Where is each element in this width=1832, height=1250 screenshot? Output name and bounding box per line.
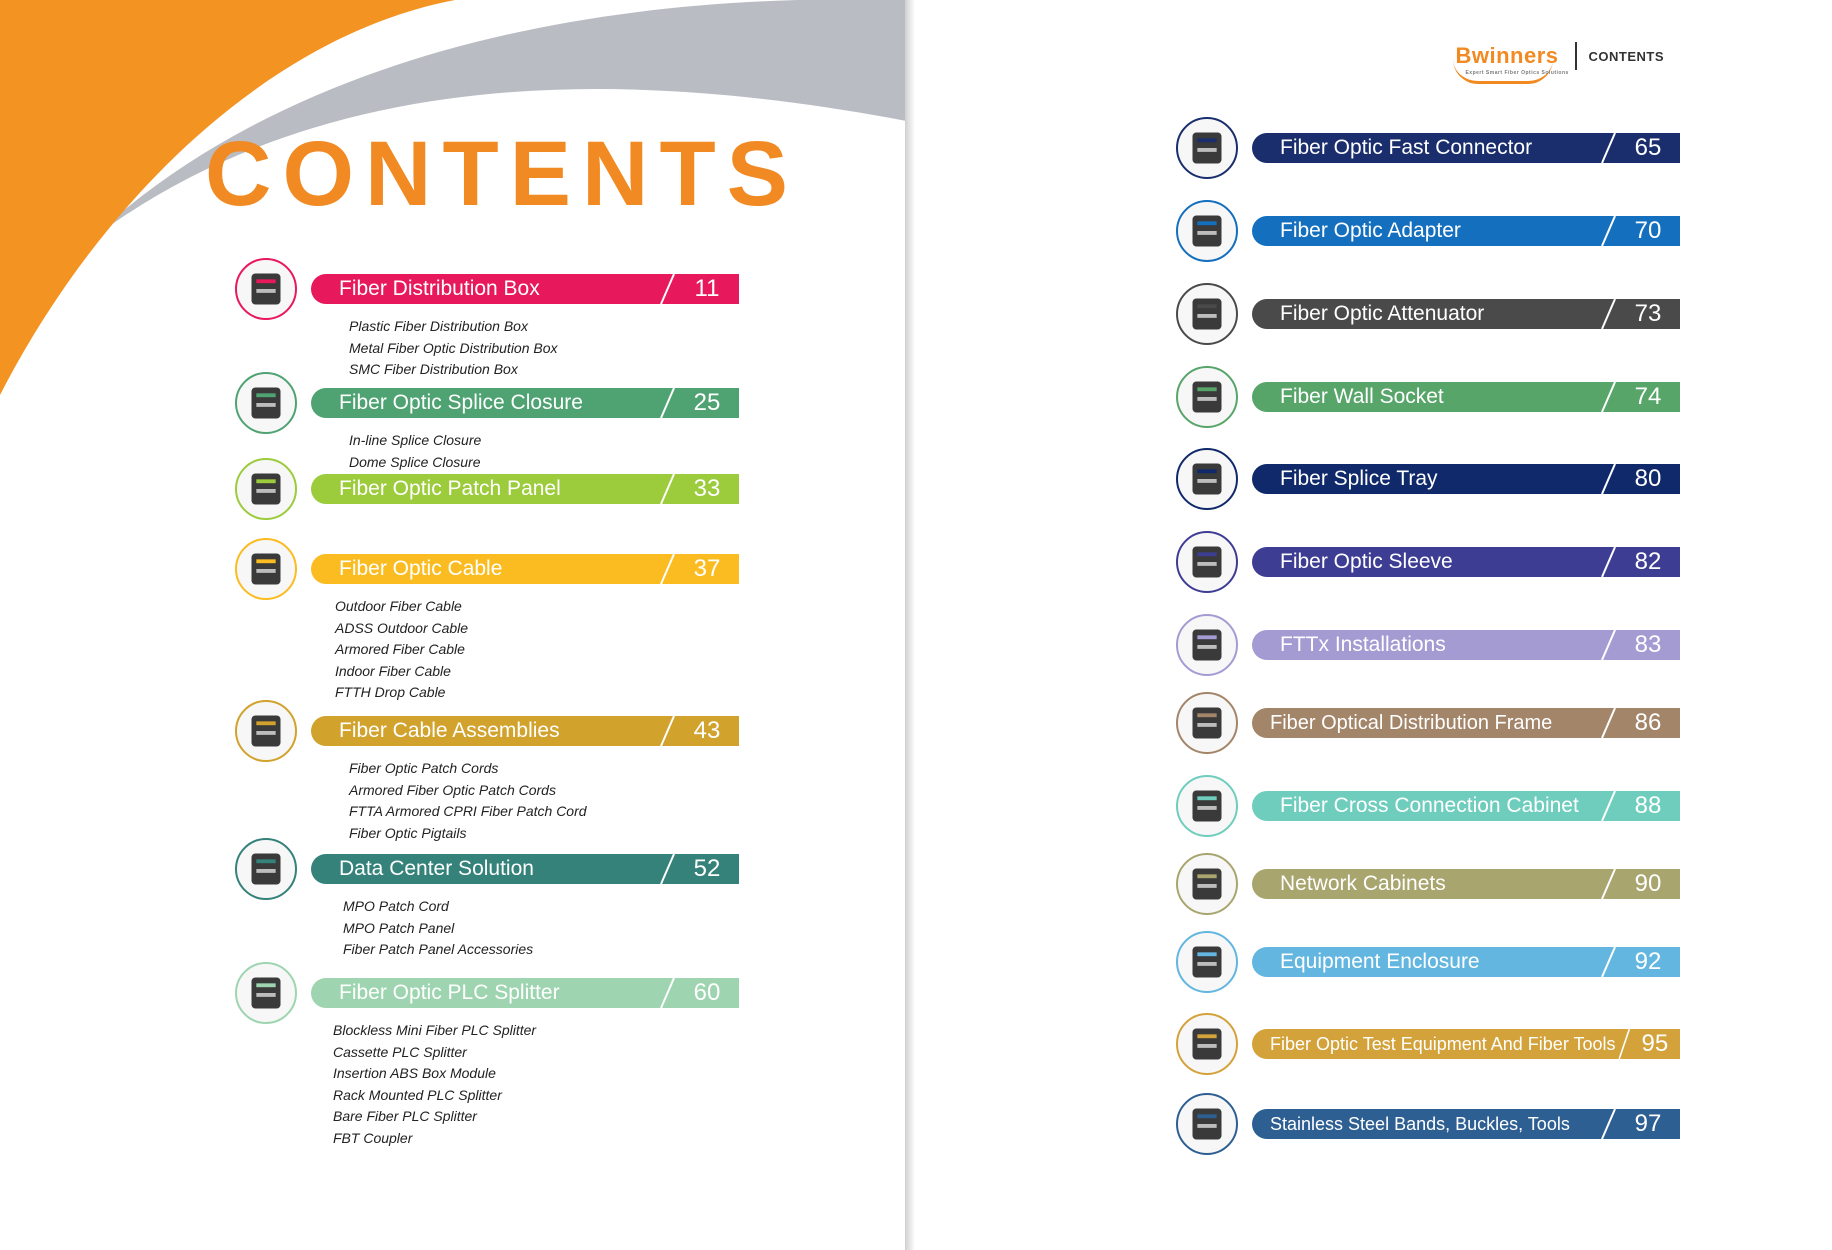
subsection-item[interactable]: Indoor Fiber Cable	[335, 662, 451, 679]
section-title: Fiber Optic Cable	[339, 557, 503, 580]
section-title-band	[311, 554, 657, 584]
section-title-band	[1252, 547, 1598, 577]
subsection-list	[335, 596, 468, 704]
section-bar[interactable]	[1252, 791, 1680, 821]
section-bar[interactable]	[1252, 216, 1680, 246]
section-title-band	[311, 474, 657, 504]
slash-divider	[657, 854, 675, 884]
logo-tagline: Expert Smart Fiber Optics Solutions	[1465, 70, 1569, 76]
subsection-item[interactable]: Plastic Fiber Distribution Box	[349, 318, 528, 334]
section-title: FTTx Installations	[1280, 633, 1446, 656]
section-title-band	[1252, 133, 1598, 163]
subsection-item[interactable]: Armored Fiber Cable	[335, 641, 465, 657]
page-header	[1455, 42, 1664, 76]
fast-connector-icon	[1176, 117, 1238, 179]
slash-divider	[1598, 133, 1616, 163]
section-title: Stainless Steel Bands, Buckles, Tools	[1270, 1113, 1570, 1134]
section-title-band	[1252, 708, 1598, 738]
section-bar[interactable]	[1252, 1109, 1680, 1139]
header-section-label: CONTENTS	[1588, 48, 1664, 64]
section-bar[interactable]	[1252, 869, 1680, 899]
bwinners-logo	[1455, 43, 1569, 76]
fttx-hardware-icon	[1176, 614, 1238, 676]
attenuator-icon	[1176, 283, 1238, 345]
section-bar[interactable]	[311, 854, 739, 884]
section-title: Fiber Optic Patch Panel	[339, 477, 561, 500]
page-title: CONTENTS	[205, 123, 799, 225]
section-bar[interactable]	[1252, 133, 1680, 163]
page-number: 33	[675, 474, 739, 504]
section-title: Fiber Optic Sleeve	[1280, 550, 1453, 573]
section-title: Fiber Optic PLC Splitter	[339, 981, 560, 1004]
subsection-item[interactable]: Rack Mounted PLC Splitter	[333, 1086, 502, 1103]
adapter-icon	[1176, 200, 1238, 262]
section-bar[interactable]	[1252, 1029, 1680, 1059]
distribution-box-icon	[235, 258, 297, 320]
subsection-item[interactable]: SMC Fiber Distribution Box	[349, 361, 518, 377]
page-number: 65	[1616, 133, 1680, 163]
page-number: 80	[1616, 464, 1680, 494]
section-bar[interactable]	[1252, 947, 1680, 977]
page-number: 88	[1616, 791, 1680, 821]
slash-divider	[1598, 791, 1616, 821]
section-title-band	[1252, 464, 1598, 494]
slash-divider	[1598, 708, 1616, 738]
subsection-item[interactable]: FTTH Drop Cable	[335, 684, 446, 700]
section-title: Fiber Optic Fast Connector	[1280, 136, 1533, 159]
subsection-item[interactable]: Insertion ABS Box Module	[333, 1065, 496, 1081]
subsection-item[interactable]: FBT Coupler	[333, 1129, 413, 1146]
page-number: 74	[1616, 382, 1680, 412]
section-title: Data Center Solution	[339, 857, 534, 880]
subsection-item[interactable]: Metal Fiber Optic Distribution Box	[349, 339, 558, 356]
slash-divider	[1598, 630, 1616, 660]
section-title: Fiber Wall Socket	[1280, 385, 1444, 408]
subsection-list	[349, 430, 481, 473]
subsection-list	[349, 758, 587, 844]
subsection-list	[333, 1020, 536, 1149]
section-title: Fiber Distribution Box	[339, 277, 540, 300]
fiber-cable-icon	[235, 538, 297, 600]
wall-socket-icon	[1176, 366, 1238, 428]
page-number: 73	[1616, 299, 1680, 329]
toolkit-icon	[1176, 1013, 1238, 1075]
page-number: 70	[1616, 216, 1680, 246]
slash-divider	[1598, 869, 1616, 899]
section-bar[interactable]	[1252, 464, 1680, 494]
page-number: 37	[675, 554, 739, 584]
splice-tray-icon	[1176, 448, 1238, 510]
sleeve-icon	[1176, 531, 1238, 593]
subsection-item[interactable]: ADSS Outdoor Cable	[335, 619, 469, 636]
subsection-item[interactable]: Dome Splice Closure	[349, 453, 481, 470]
slash-divider	[1598, 299, 1616, 329]
section-bar[interactable]	[311, 554, 739, 584]
section-bar[interactable]	[1252, 299, 1680, 329]
slash-divider	[1598, 1109, 1616, 1139]
section-title: Fiber Optic Test Equipment And Fiber Tools	[1270, 1033, 1616, 1054]
page-number: 82	[1616, 547, 1680, 577]
slash-divider	[1598, 547, 1616, 577]
slash-divider	[1598, 947, 1616, 977]
subsection-list	[343, 896, 533, 961]
slash-divider	[1598, 382, 1616, 412]
section-bar[interactable]	[1252, 708, 1680, 738]
book-spine-shadow	[905, 0, 915, 1250]
splice-closure-icon	[235, 372, 297, 434]
section-bar[interactable]	[311, 978, 739, 1008]
section-title: Network Cabinets	[1280, 872, 1446, 895]
subsection-item[interactable]: Fiber Optic Pigtails	[349, 824, 467, 841]
section-title-band	[311, 388, 657, 418]
section-bar[interactable]	[1252, 630, 1680, 660]
section-title-band	[311, 854, 657, 884]
enclosure-icon	[1176, 931, 1238, 993]
section-bar[interactable]	[1252, 547, 1680, 577]
header-divider	[1575, 42, 1577, 70]
slash-divider	[657, 554, 675, 584]
page-number: 83	[1616, 630, 1680, 660]
section-title-band	[1252, 791, 1598, 821]
page-number: 86	[1616, 708, 1680, 738]
logo-text: Bwinners	[1455, 43, 1559, 68]
network-cabinet-icon	[1176, 853, 1238, 915]
cross-cabinet-icon	[1176, 775, 1238, 837]
slash-divider	[657, 388, 675, 418]
subsection-item[interactable]: FTTA Armored CPRI Fiber Patch Cord	[349, 803, 587, 819]
subsection-item[interactable]: Bare Fiber PLC Splitter	[333, 1108, 477, 1124]
slash-divider	[1598, 464, 1616, 494]
section-title-band	[1252, 630, 1598, 660]
section-title-band	[1252, 216, 1598, 246]
section-title: Fiber Splice Tray	[1280, 467, 1438, 490]
subsection-item[interactable]: Cassette PLC Splitter	[333, 1043, 467, 1060]
page-number: 97	[1616, 1109, 1680, 1139]
patch-panel-icon	[235, 458, 297, 520]
page-number: 90	[1616, 869, 1680, 899]
section-bar[interactable]	[311, 716, 739, 746]
data-center-icon	[235, 838, 297, 900]
section-title-band	[311, 274, 657, 304]
distribution-frame-icon	[1176, 692, 1238, 754]
subsection-item[interactable]: Blockless Mini Fiber PLC Splitter	[333, 1022, 537, 1038]
subsection-item[interactable]: MPO Patch Cord	[343, 898, 449, 914]
section-title-band	[1252, 1029, 1616, 1059]
section-bar[interactable]	[1252, 382, 1680, 412]
section-title-band	[1252, 382, 1598, 412]
section-bar[interactable]	[311, 274, 739, 304]
page-number: 43	[675, 716, 739, 746]
section-bar[interactable]	[311, 474, 739, 504]
section-bar[interactable]	[311, 388, 739, 418]
section-title: Fiber Cross Connection Cabinet	[1280, 794, 1579, 817]
section-title: Fiber Optic Attenuator	[1280, 302, 1485, 325]
slash-divider	[657, 978, 675, 1008]
slash-divider	[657, 274, 675, 304]
section-title: Fiber Cable Assemblies	[339, 719, 560, 742]
page-number: 60	[675, 978, 739, 1008]
page-number: 11	[675, 274, 739, 304]
section-title: Fiber Optical Distribution Frame	[1270, 711, 1553, 734]
section-title: Fiber Optic Adapter	[1280, 219, 1461, 242]
page-number: 25	[675, 388, 739, 418]
subsection-item[interactable]: MPO Patch Panel	[343, 919, 455, 936]
page-number: 92	[1616, 947, 1680, 977]
slash-divider	[657, 474, 675, 504]
section-title-band	[1252, 1109, 1598, 1139]
slash-divider	[1616, 1029, 1630, 1059]
section-title-band	[1252, 947, 1598, 977]
slash-divider	[1598, 216, 1616, 246]
cable-coil-icon	[235, 700, 297, 762]
subsection-item[interactable]: Fiber Optic Patch Cords	[349, 760, 499, 776]
subsection-item[interactable]: Outdoor Fiber Cable	[335, 598, 462, 614]
section-title-band	[311, 978, 657, 1008]
subsection-list	[349, 316, 558, 381]
section-title-band	[1252, 299, 1598, 329]
section-title-band	[311, 716, 657, 746]
subsection-item[interactable]: In-line Splice Closure	[349, 432, 482, 448]
subsection-item[interactable]: Fiber Patch Panel Accessories	[343, 941, 534, 957]
section-title: Equipment Enclosure	[1280, 950, 1480, 973]
section-title: Fiber Optic Splice Closure	[339, 391, 583, 414]
subsection-item[interactable]: Armored Fiber Optic Patch Cords	[349, 781, 556, 798]
plc-splitter-icon	[235, 962, 297, 1024]
page-number: 95	[1630, 1029, 1680, 1059]
page-number: 52	[675, 854, 739, 884]
banding-tool-icon	[1176, 1093, 1238, 1155]
slash-divider	[657, 716, 675, 746]
section-title-band	[1252, 869, 1598, 899]
